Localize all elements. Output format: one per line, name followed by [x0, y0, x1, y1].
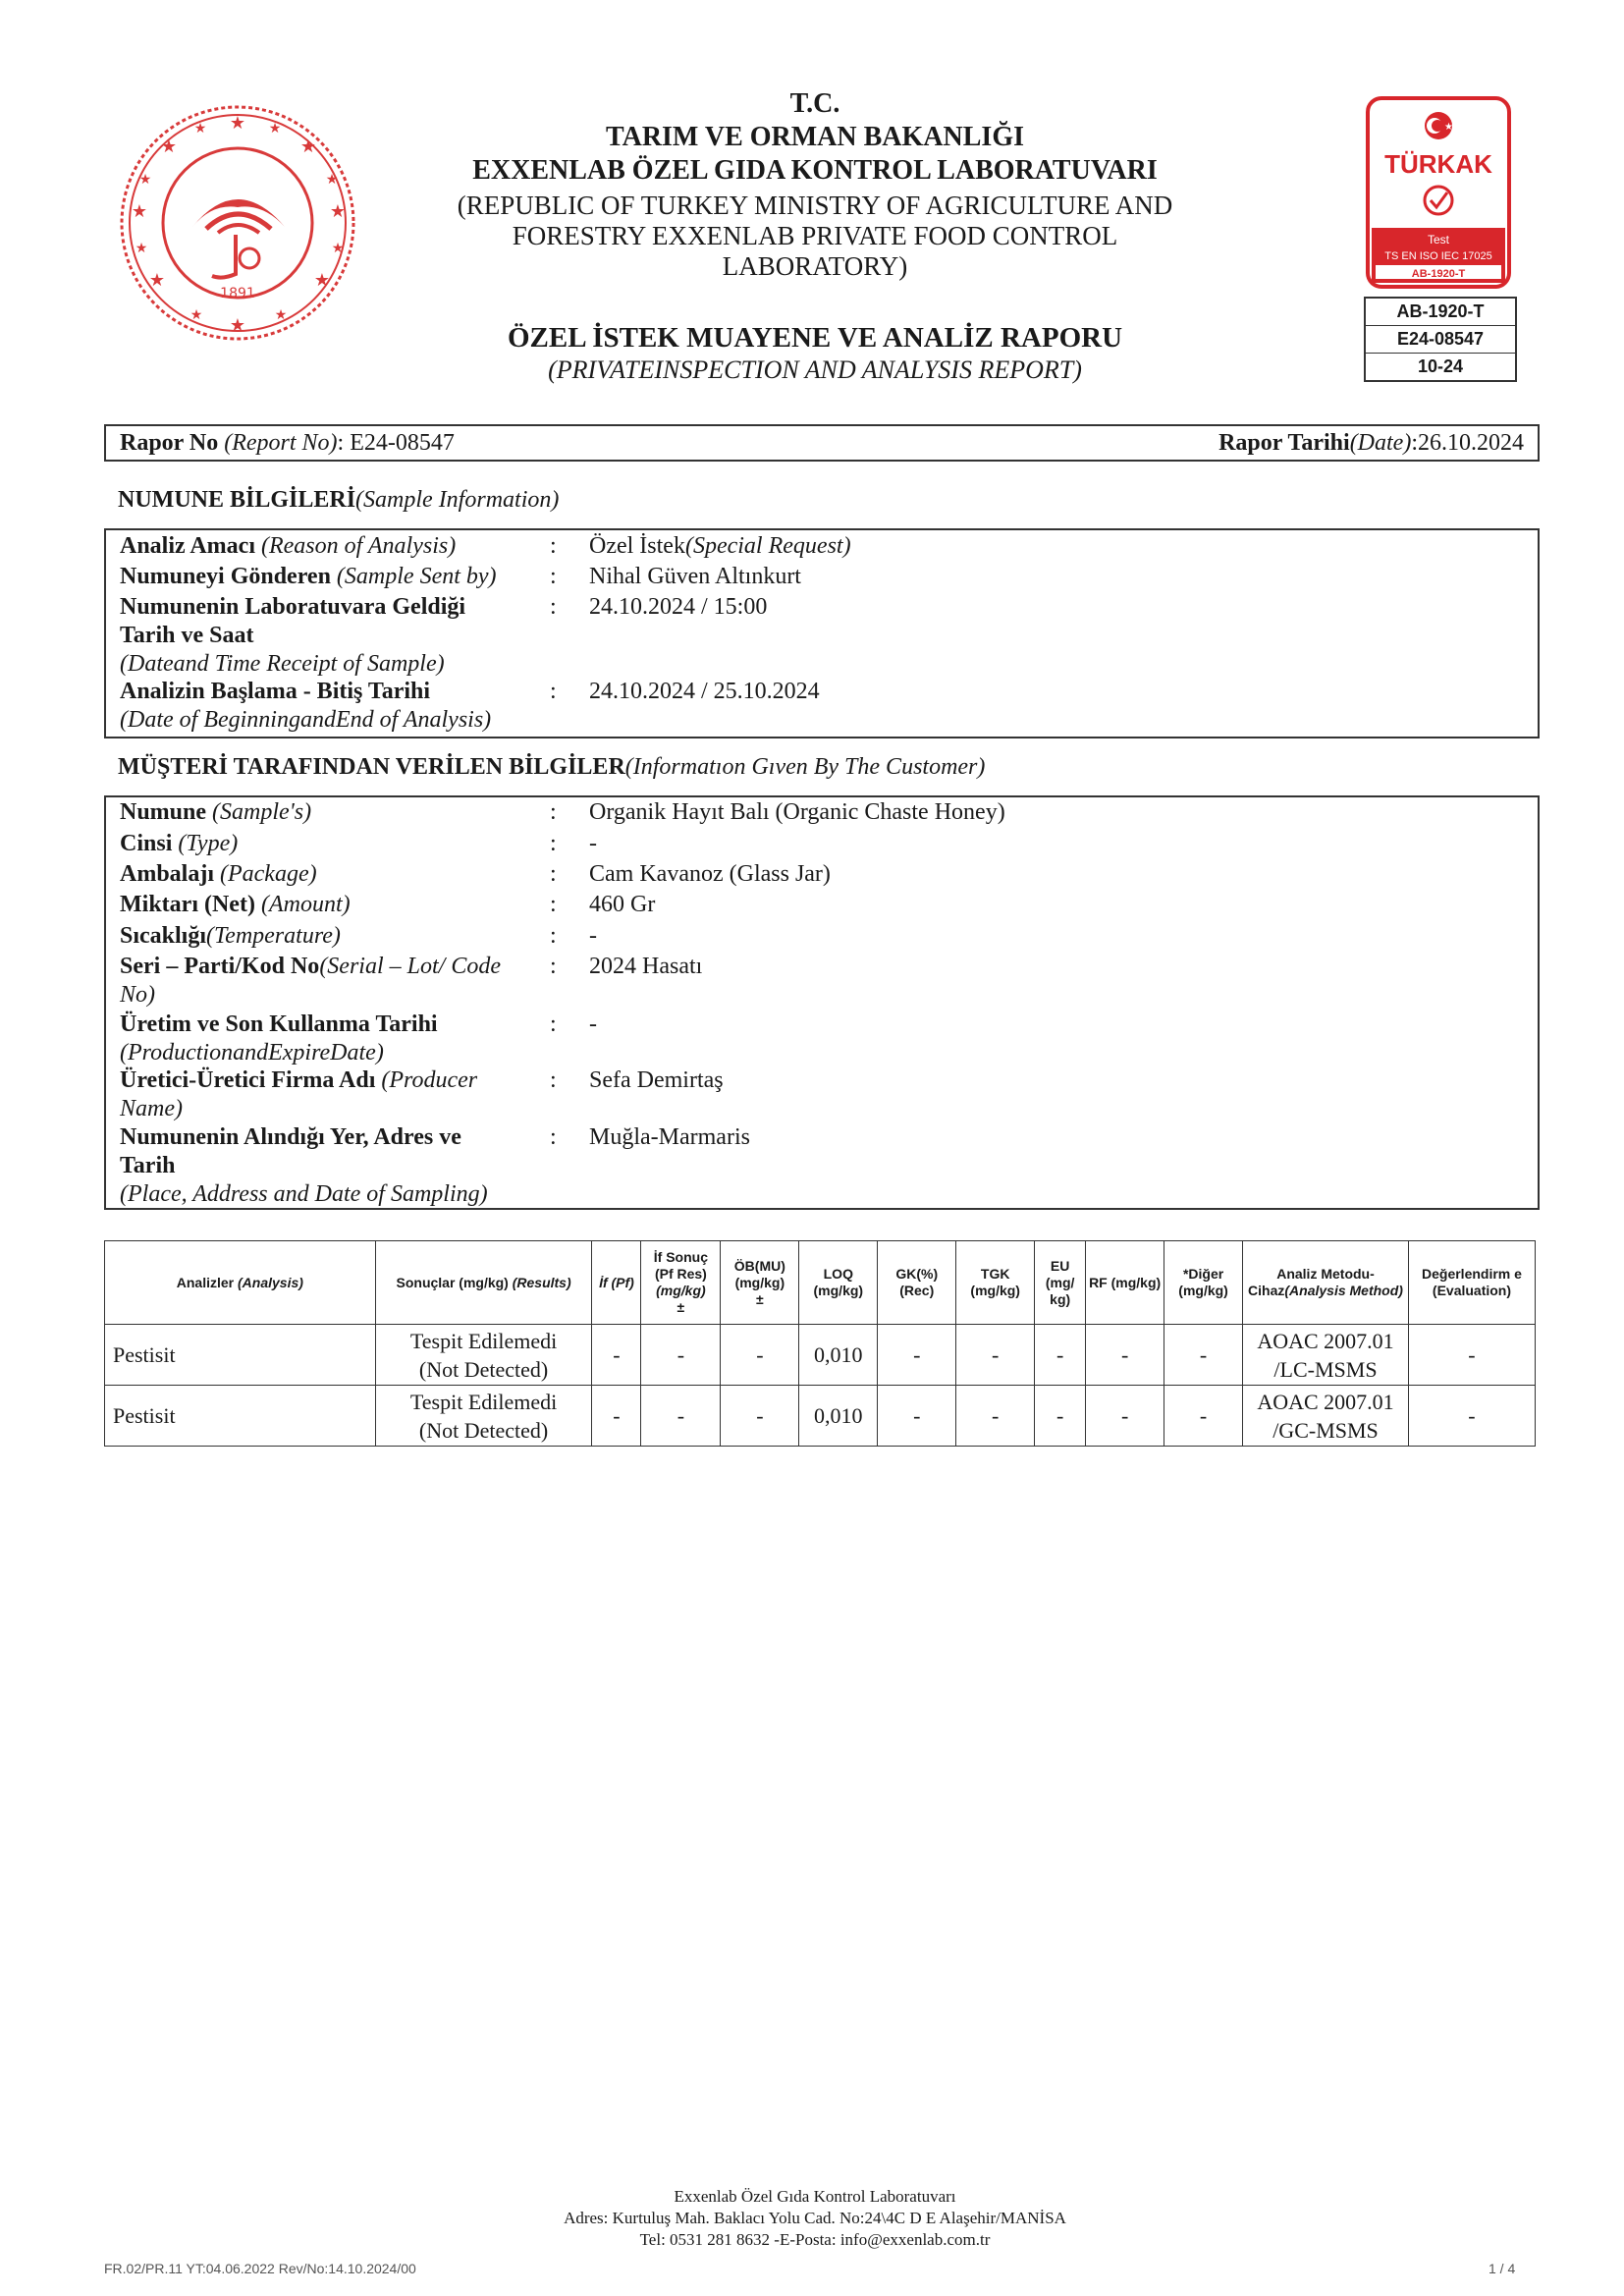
- svg-text:Test: Test: [1427, 233, 1450, 246]
- cell-analysis: Pestisit: [105, 1325, 376, 1386]
- col-evaluation: Değerlendirm e (Evaluation): [1408, 1241, 1535, 1325]
- cell-rf: -: [1086, 1325, 1164, 1386]
- col-if-pf: İf (Pf): [592, 1241, 641, 1325]
- col-eu: EU (mg/ kg): [1035, 1241, 1086, 1325]
- cell-analysis: Pestisit: [105, 1386, 376, 1447]
- cell-loq: 0,010: [799, 1386, 878, 1447]
- report-number: Rapor No (Report No): E24-08547: [120, 430, 455, 456]
- cell-if-pf: -: [592, 1325, 641, 1386]
- cell-evaluation: -: [1408, 1325, 1535, 1386]
- cell-result: Tespit Edilemedi (Not Detected): [375, 1325, 592, 1386]
- cell-loq: 0,010: [799, 1325, 878, 1386]
- sample-info-title: NUMUNE BİLGİLERİ(Sample Information): [118, 487, 560, 513]
- report-title: ÖZEL İSTEK MUAYENE VE ANALİZ RAPORU: [507, 322, 1123, 354]
- svg-text:★: ★: [189, 308, 203, 323]
- customer-info-title: MÜŞTERİ TARAFINDAN VERİLEN BİLGİLER(Informatıon Gıven By The Customer): [118, 754, 986, 780]
- form-code: FR.02/PR.11 YT:04.06.2022 Rev/No:14.10.2024/00: [104, 2261, 416, 2276]
- svg-text:★: ★: [229, 113, 246, 133]
- svg-text:★: ★: [313, 270, 331, 290]
- col-tgk: TGK (mg/kg): [956, 1241, 1035, 1325]
- svg-text:★: ★: [148, 270, 166, 290]
- accreditation-codes: [1364, 297, 1517, 382]
- results-table: [104, 1240, 1536, 1447]
- cell-mu: -: [721, 1325, 799, 1386]
- cell-method: AOAC 2007.01 /GC-MSMS: [1243, 1386, 1409, 1447]
- svg-text:★: ★: [329, 201, 347, 221]
- svg-text:TS EN ISO IEC 17025: TS EN ISO IEC 17025: [1384, 250, 1492, 262]
- col-loq: LOQ (mg/kg): [799, 1241, 878, 1325]
- cell-other: -: [1164, 1325, 1243, 1386]
- report-code: E24-08547: [1366, 326, 1515, 354]
- col-gk: GK(%) (Rec): [878, 1241, 956, 1325]
- cell-tgk: -: [956, 1386, 1035, 1447]
- svg-text:★: ★: [331, 242, 345, 256]
- page-number: 1 / 4: [1489, 2261, 1516, 2276]
- cell-tgk: -: [956, 1325, 1035, 1386]
- report-date: Rapor Tarihi(Date):26.10.2024: [1218, 430, 1524, 456]
- ministry-seal: [116, 101, 359, 345]
- col-rf: RF (mg/kg): [1086, 1241, 1164, 1325]
- cell-eu: -: [1035, 1325, 1086, 1386]
- report-title-en: (PRIVATEINSPECTION AND ANALYSIS REPORT): [548, 355, 1082, 384]
- table-row: [105, 1386, 1536, 1447]
- col-method: Analiz Metodu-Cihaz(Analysis Method): [1243, 1241, 1409, 1325]
- cell-if-result: -: [641, 1325, 721, 1386]
- header-tc: T.C.: [789, 88, 840, 119]
- cell-other: -: [1164, 1386, 1243, 1447]
- turkak-accreditation-logo: [1366, 96, 1511, 289]
- svg-text:★: ★: [135, 242, 148, 256]
- table-header-row: [105, 1241, 1536, 1325]
- svg-text:★: ★: [229, 315, 246, 335]
- table-row: [105, 1325, 1536, 1386]
- col-other: *Diğer (mg/kg): [1164, 1241, 1243, 1325]
- footer-address: Exxenlab Özel Gıda Kontrol Laboratuvarı Adres: Kurtuluş Mah. Baklacı Yolu Cad. No:24\4C D E Alaşehir/MANİSA Tel: 0531 281 8632 -E-Posta: info@exxenlab.com.tr: [564, 2187, 1066, 2249]
- svg-text:★: ★: [131, 201, 148, 221]
- header-ministry: TARIM VE ORMAN BAKANLIĞI: [606, 122, 1024, 152]
- cell-rf: -: [1086, 1386, 1164, 1447]
- accreditation-code: AB-1920-T: [1366, 299, 1515, 326]
- svg-text:TÜRKAK: TÜRKAK: [1384, 149, 1492, 179]
- col-mu: ÖB(MU) (mg/kg) ±: [721, 1241, 799, 1325]
- svg-text:★: ★: [299, 137, 317, 156]
- header-english: (REPUBLIC OF TURKEY MINISTRY OF AGRICULTURE AND FORESTRY EXXENLAB PRIVATE FOOD CONTROL LABORATORY): [457, 191, 1173, 281]
- svg-text:AB-1920-T: AB-1920-T: [1411, 268, 1466, 280]
- cell-gk: -: [878, 1325, 956, 1386]
- col-if-result: İf Sonuç (Pf Res) (mg/kg) ±: [641, 1241, 721, 1325]
- month-code: 10-24: [1417, 356, 1464, 376]
- svg-text:★: ★: [138, 173, 152, 188]
- svg-text:★: ★: [1444, 122, 1453, 133]
- col-analysis: Analizler (Analysis): [105, 1241, 376, 1325]
- header-lab-name: EXXENLAB ÖZEL GIDA KONTROL LABORATUVARI: [472, 155, 1158, 186]
- cell-mu: -: [721, 1386, 799, 1447]
- cell-if-result: -: [641, 1386, 721, 1447]
- svg-text:★: ★: [325, 173, 339, 188]
- cell-method: AOAC 2007.01 /LC-MSMS: [1243, 1325, 1409, 1386]
- col-results: Sonuçlar (mg/kg) (Results): [375, 1241, 592, 1325]
- svg-text:★: ★: [193, 122, 207, 137]
- cell-eu: -: [1035, 1386, 1086, 1447]
- svg-text:★: ★: [160, 137, 178, 156]
- cell-evaluation: -: [1408, 1386, 1535, 1447]
- svg-text:★: ★: [268, 122, 282, 137]
- report-number-bar: [104, 424, 1540, 462]
- cell-result: Tespit Edilemedi (Not Detected): [375, 1386, 592, 1447]
- cell-if-pf: -: [592, 1386, 641, 1447]
- svg-text:1891: 1891: [220, 286, 255, 301]
- svg-text:★: ★: [274, 308, 288, 323]
- cell-gk: -: [878, 1386, 956, 1447]
